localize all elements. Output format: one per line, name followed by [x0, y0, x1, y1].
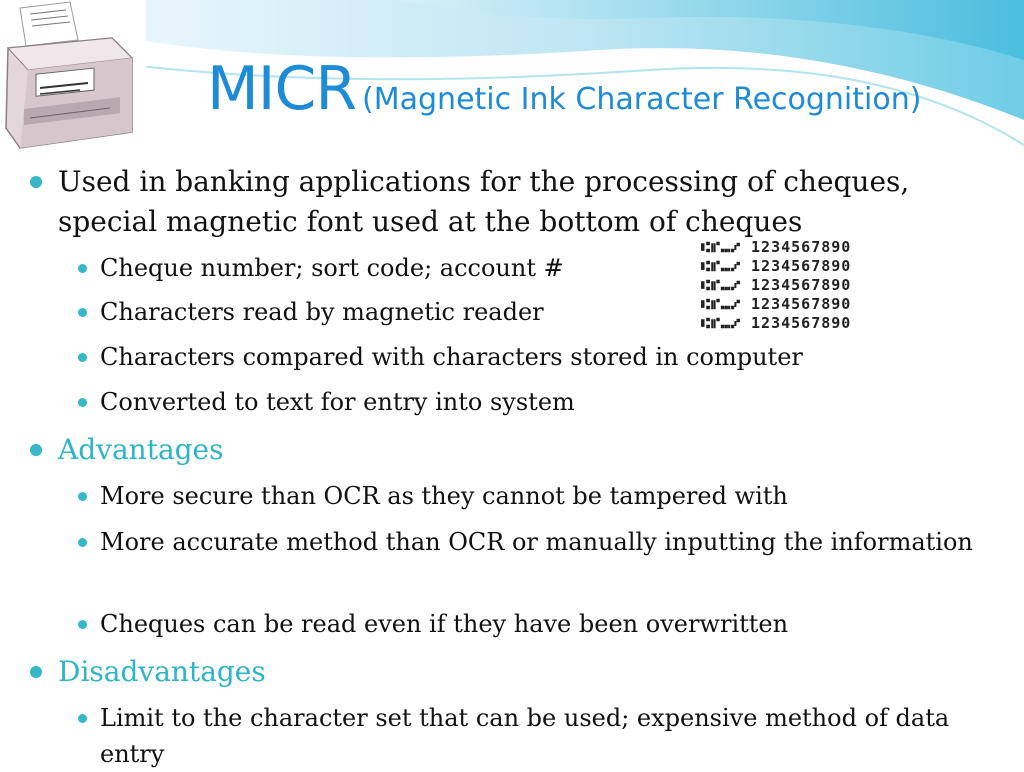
micr-font-sample-image — [701, 238, 881, 336]
sub-bullet-dot — [78, 353, 87, 362]
micr-sample-line: ⑆⑈⑉⑇ 1234567890 — [701, 257, 852, 275]
sub-bullet-dot — [78, 264, 87, 273]
bullet-banking: Used in banking applications for the processing of cheques, special magnetic font used at the bottom of cheques — [58, 165, 910, 238]
bullet-dot — [30, 176, 42, 188]
sub-bullet-dot — [78, 308, 87, 317]
micr-sample-line: ⑆⑈⑉⑇ 1234567890 — [701, 295, 852, 313]
micr-sample-line: ⑆⑈⑉⑇ 1234567890 — [701, 276, 852, 294]
sub-bullet-dot — [78, 714, 87, 723]
sub-bullet-dot — [78, 492, 87, 501]
sub-bullet-limit: Limit to the character set that can be used; expensive method of data entry — [100, 704, 950, 768]
sub-bullet-more-secure: More secure than OCR as they cannot be tampered with — [100, 482, 788, 510]
sub-bullet-more-accurate: More accurate method than OCR or manually inputting the information — [100, 528, 973, 556]
sub-bullet-compared: Characters compared with characters stored in computer — [100, 343, 803, 371]
micr-sample-line: ⑆⑈⑉⑇ 1234567890 — [701, 238, 852, 256]
sub-bullet-overwritten: Cheques can be read even if they have been overwritten — [100, 610, 789, 638]
sub-bullet-dot — [78, 620, 87, 629]
heading-advantages: Advantages — [58, 433, 224, 466]
sub-bullet-magnetic-reader: Characters read by magnetic reader — [100, 298, 544, 326]
title-subtitle: (Magnetic Ink Character Recognition) — [362, 82, 922, 117]
bullet-dot — [30, 666, 42, 678]
sub-bullet-dot — [78, 538, 87, 547]
bullet-dot — [30, 444, 42, 456]
heading-disadvantages: Disadvantages — [58, 655, 266, 688]
sub-bullet-dot — [78, 398, 87, 407]
title-main: MICR — [207, 54, 357, 124]
sub-bullet-cheque-number: Cheque number; sort code; account # — [100, 254, 564, 282]
micr-sample-line: ⑆⑈⑉⑇ 1234567890 — [701, 314, 852, 332]
sub-bullet-converted: Converted to text for entry into system — [100, 388, 575, 416]
